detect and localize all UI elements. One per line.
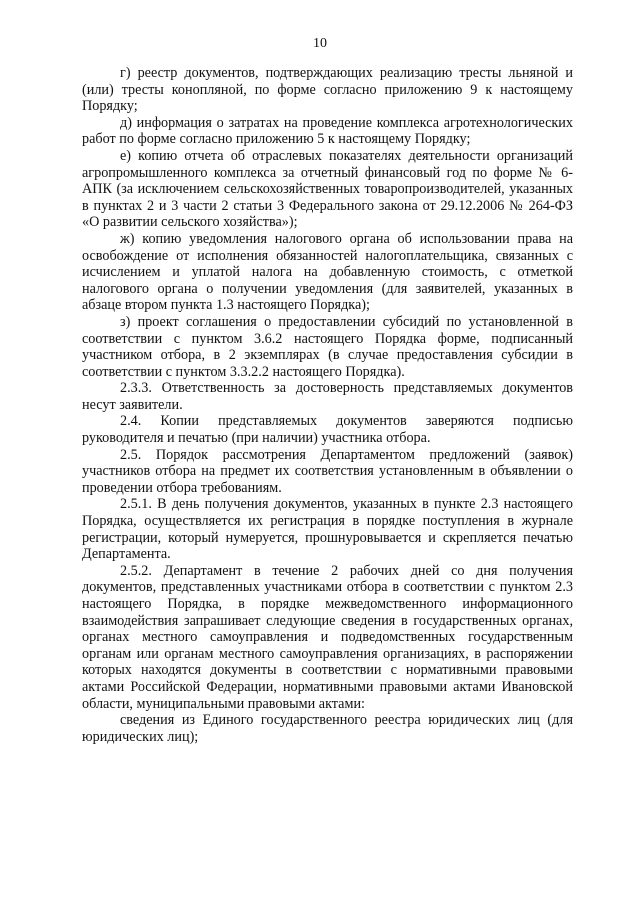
paragraph-2-5-1: 2.5.1. В день получения документов, указанных в пункте 2.3 настоящего Порядка, осуществляется их регистрация в порядке поступления в журнале регистрации, который нумеруется, прошнуровывается и скрепляется печатью Департамента. <box>82 496 573 563</box>
paragraph-2-3-3: 2.3.3. Ответственность за достоверность представляемых документов несут заявители. <box>82 380 573 413</box>
document-body <box>82 65 573 745</box>
paragraph-2-5: 2.5. Порядок рассмотрения Департаментом предложений (заявок) участников отбора на предмет их соответствия установленным в объявлении о проведении отбора требованиям. <box>82 446 573 496</box>
paragraph-item-d: д) информация о затратах на проведение комплекса агротехнологических работ по форме согласно приложению 5 к настоящему Порядку; <box>82 114 573 148</box>
paragraph-item-g: г) реестр документов, подтверждающих реализацию тресты льняной и (или) тресты конопляной, по форме согласно приложению 9 к настоящему Порядку; <box>82 65 573 115</box>
paragraph-item-e: е) копию отчета об отраслевых показателях деятельности организаций агропромышленного комплекса за отчетный финансовый год по форме № 6-АПК (за исключением сельскохозяйственных товаропроизводителей, указанных в пунктах 2 и 3 части 2 статьи 3 Федерального закона от 29.12.2006 № 264-ФЗ «О развитии сельского хозяйства»); <box>82 147 573 231</box>
paragraph-egrul-info: сведения из Единого государственного реестра юридических лиц (для юридических лиц); <box>82 712 573 745</box>
paragraph-2-4: 2.4. Копии представляемых документов заверяются подписью руководителя и печатью (при наличии) участника отбора. <box>82 413 573 447</box>
paragraph-2-5-2: 2.5.2. Департамент в течение 2 рабочих дней со дня получения документов, представленных участниками отбора в соответствии с пунктом 2.3 настоящего Порядка, в порядке межведомственного информационного взаимодействия запрашивает следующие сведения в государственных органах, органах местного самоуправления и подведомственных государственным органам или органам местного самоуправления организациях, в распоряжении которых находятся документы в соответствии с нормативными правовыми актами Российской Федерации, нормативными правовыми актами Ивановской области, муниципальными правовыми актами: <box>82 562 573 712</box>
paragraph-item-z: з) проект соглашения о предоставлении субсидий по установленной в соответствии с пунктом 3.6.2 настоящего Порядка форме, подписанный участником отбора, в 2 экземплярах (в случае предоставления субсидии в соответствии с пунктом 3.3.2.2 настоящего Порядка). <box>82 313 573 380</box>
page-number: 10 <box>313 36 327 51</box>
paragraph-item-zh: ж) копию уведомления налогового органа об использовании права на освобождение от исполнения обязанностей налогоплательщика, связанных с исчислением и уплатой налога на добавленную стоимость, с отметкой налогового органа о получении уведомления (для заявителей, указанных в абзаце втором пункта 1.3 настоящего Порядка); <box>82 230 573 314</box>
